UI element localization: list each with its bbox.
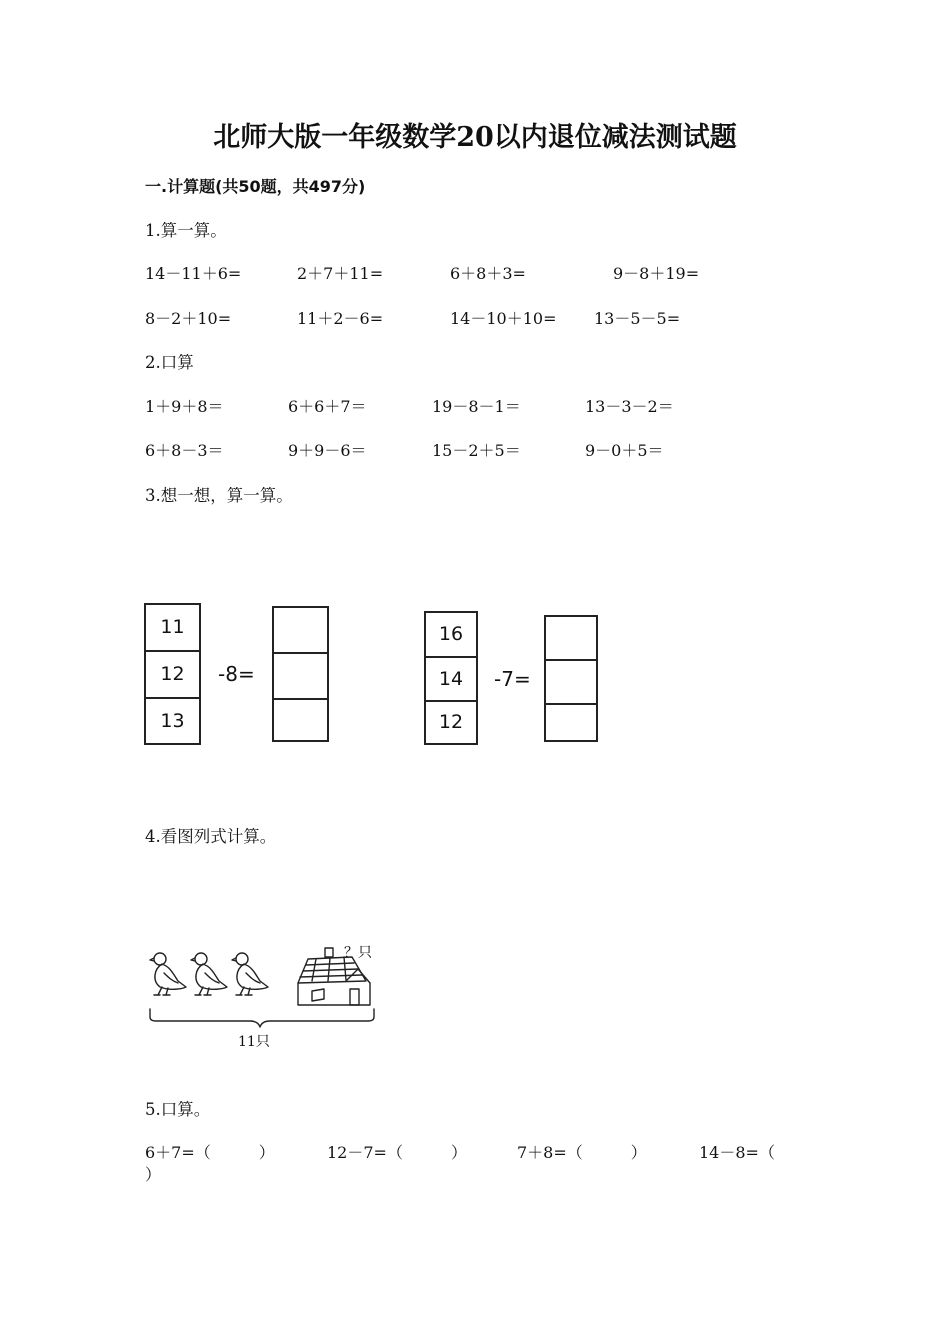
q1-expr: 6＋8＋3= <box>450 264 526 283</box>
q5-title: 5.口算。 <box>145 1100 211 1119</box>
q2-expr: 6＋8－3＝ <box>145 441 224 460</box>
answer-cell[interactable] <box>546 705 596 742</box>
total-label: 11只 <box>238 1034 270 1050</box>
q2-expr: 6＋6＋7＝ <box>288 397 367 416</box>
q1-expr: 8－2＋10= <box>145 309 232 328</box>
question-label: ？只 <box>344 945 372 961</box>
q2-expr: 19－8－1＝ <box>432 397 521 416</box>
q5-expr: 7＋8=（ ） <box>517 1143 647 1162</box>
number-cell: 14 <box>426 658 476 702</box>
number-cell: 12 <box>438 711 464 733</box>
q1-expr: 14－11＋6= <box>145 264 242 283</box>
answer-cell[interactable] <box>546 661 596 705</box>
q1-expr: 13－5－5= <box>594 309 681 328</box>
number-cell: 13 <box>160 710 185 732</box>
operator-label: -7= <box>494 667 531 691</box>
answer-cell[interactable] <box>274 654 327 700</box>
brace <box>150 1009 374 1027</box>
answer-column-right <box>544 615 598 742</box>
q5-wrap: ） <box>145 1165 162 1184</box>
q1-expr: 11＋2－6= <box>297 309 384 328</box>
answer-cell[interactable] <box>546 617 596 661</box>
q5-expr: 14－8=（ <box>699 1143 775 1162</box>
page-title: 北师大版一年级数学20以内退位减法测试题 <box>213 122 737 153</box>
section-heading: 一.计算题(共50题，共497分) <box>145 177 366 196</box>
q1-expr: 2＋7＋11= <box>297 264 384 283</box>
q2-expr: 13－3－2＝ <box>585 397 674 416</box>
number-column-left <box>144 603 201 745</box>
q2-expr: 9－0＋5＝ <box>585 441 664 460</box>
q2-expr: 1＋9＋8＝ <box>145 397 224 416</box>
answer-cell[interactable] <box>274 608 327 654</box>
q2-expr: 15－2＋5＝ <box>432 441 521 460</box>
number-cell: 11 <box>146 605 199 652</box>
q5-expr: 12－7=（ ） <box>327 1143 467 1162</box>
bird-icon <box>191 953 227 995</box>
bird-icon <box>150 953 186 995</box>
number-column-right <box>424 611 478 745</box>
q2-title: 2.口算 <box>145 353 194 372</box>
q1-title: 1.算一算。 <box>145 221 227 240</box>
answer-column-left <box>272 606 329 742</box>
number-cell: 16 <box>426 613 476 658</box>
answer-cell[interactable] <box>274 700 327 742</box>
number-cell: 12 <box>146 652 199 699</box>
q1-expr: 9－8＋19= <box>613 264 700 283</box>
q1-expr: 14－10＋10= <box>450 309 557 328</box>
bird-icon <box>232 953 268 995</box>
q2-expr: 9＋9－6＝ <box>288 441 367 460</box>
q3-title: 3.想一想，算一算。 <box>145 486 293 505</box>
operator-label: -8= <box>218 662 255 686</box>
q5-expr: 6＋7=（ ） <box>145 1143 275 1162</box>
q4-title: 4.看图列式计算。 <box>145 827 277 846</box>
